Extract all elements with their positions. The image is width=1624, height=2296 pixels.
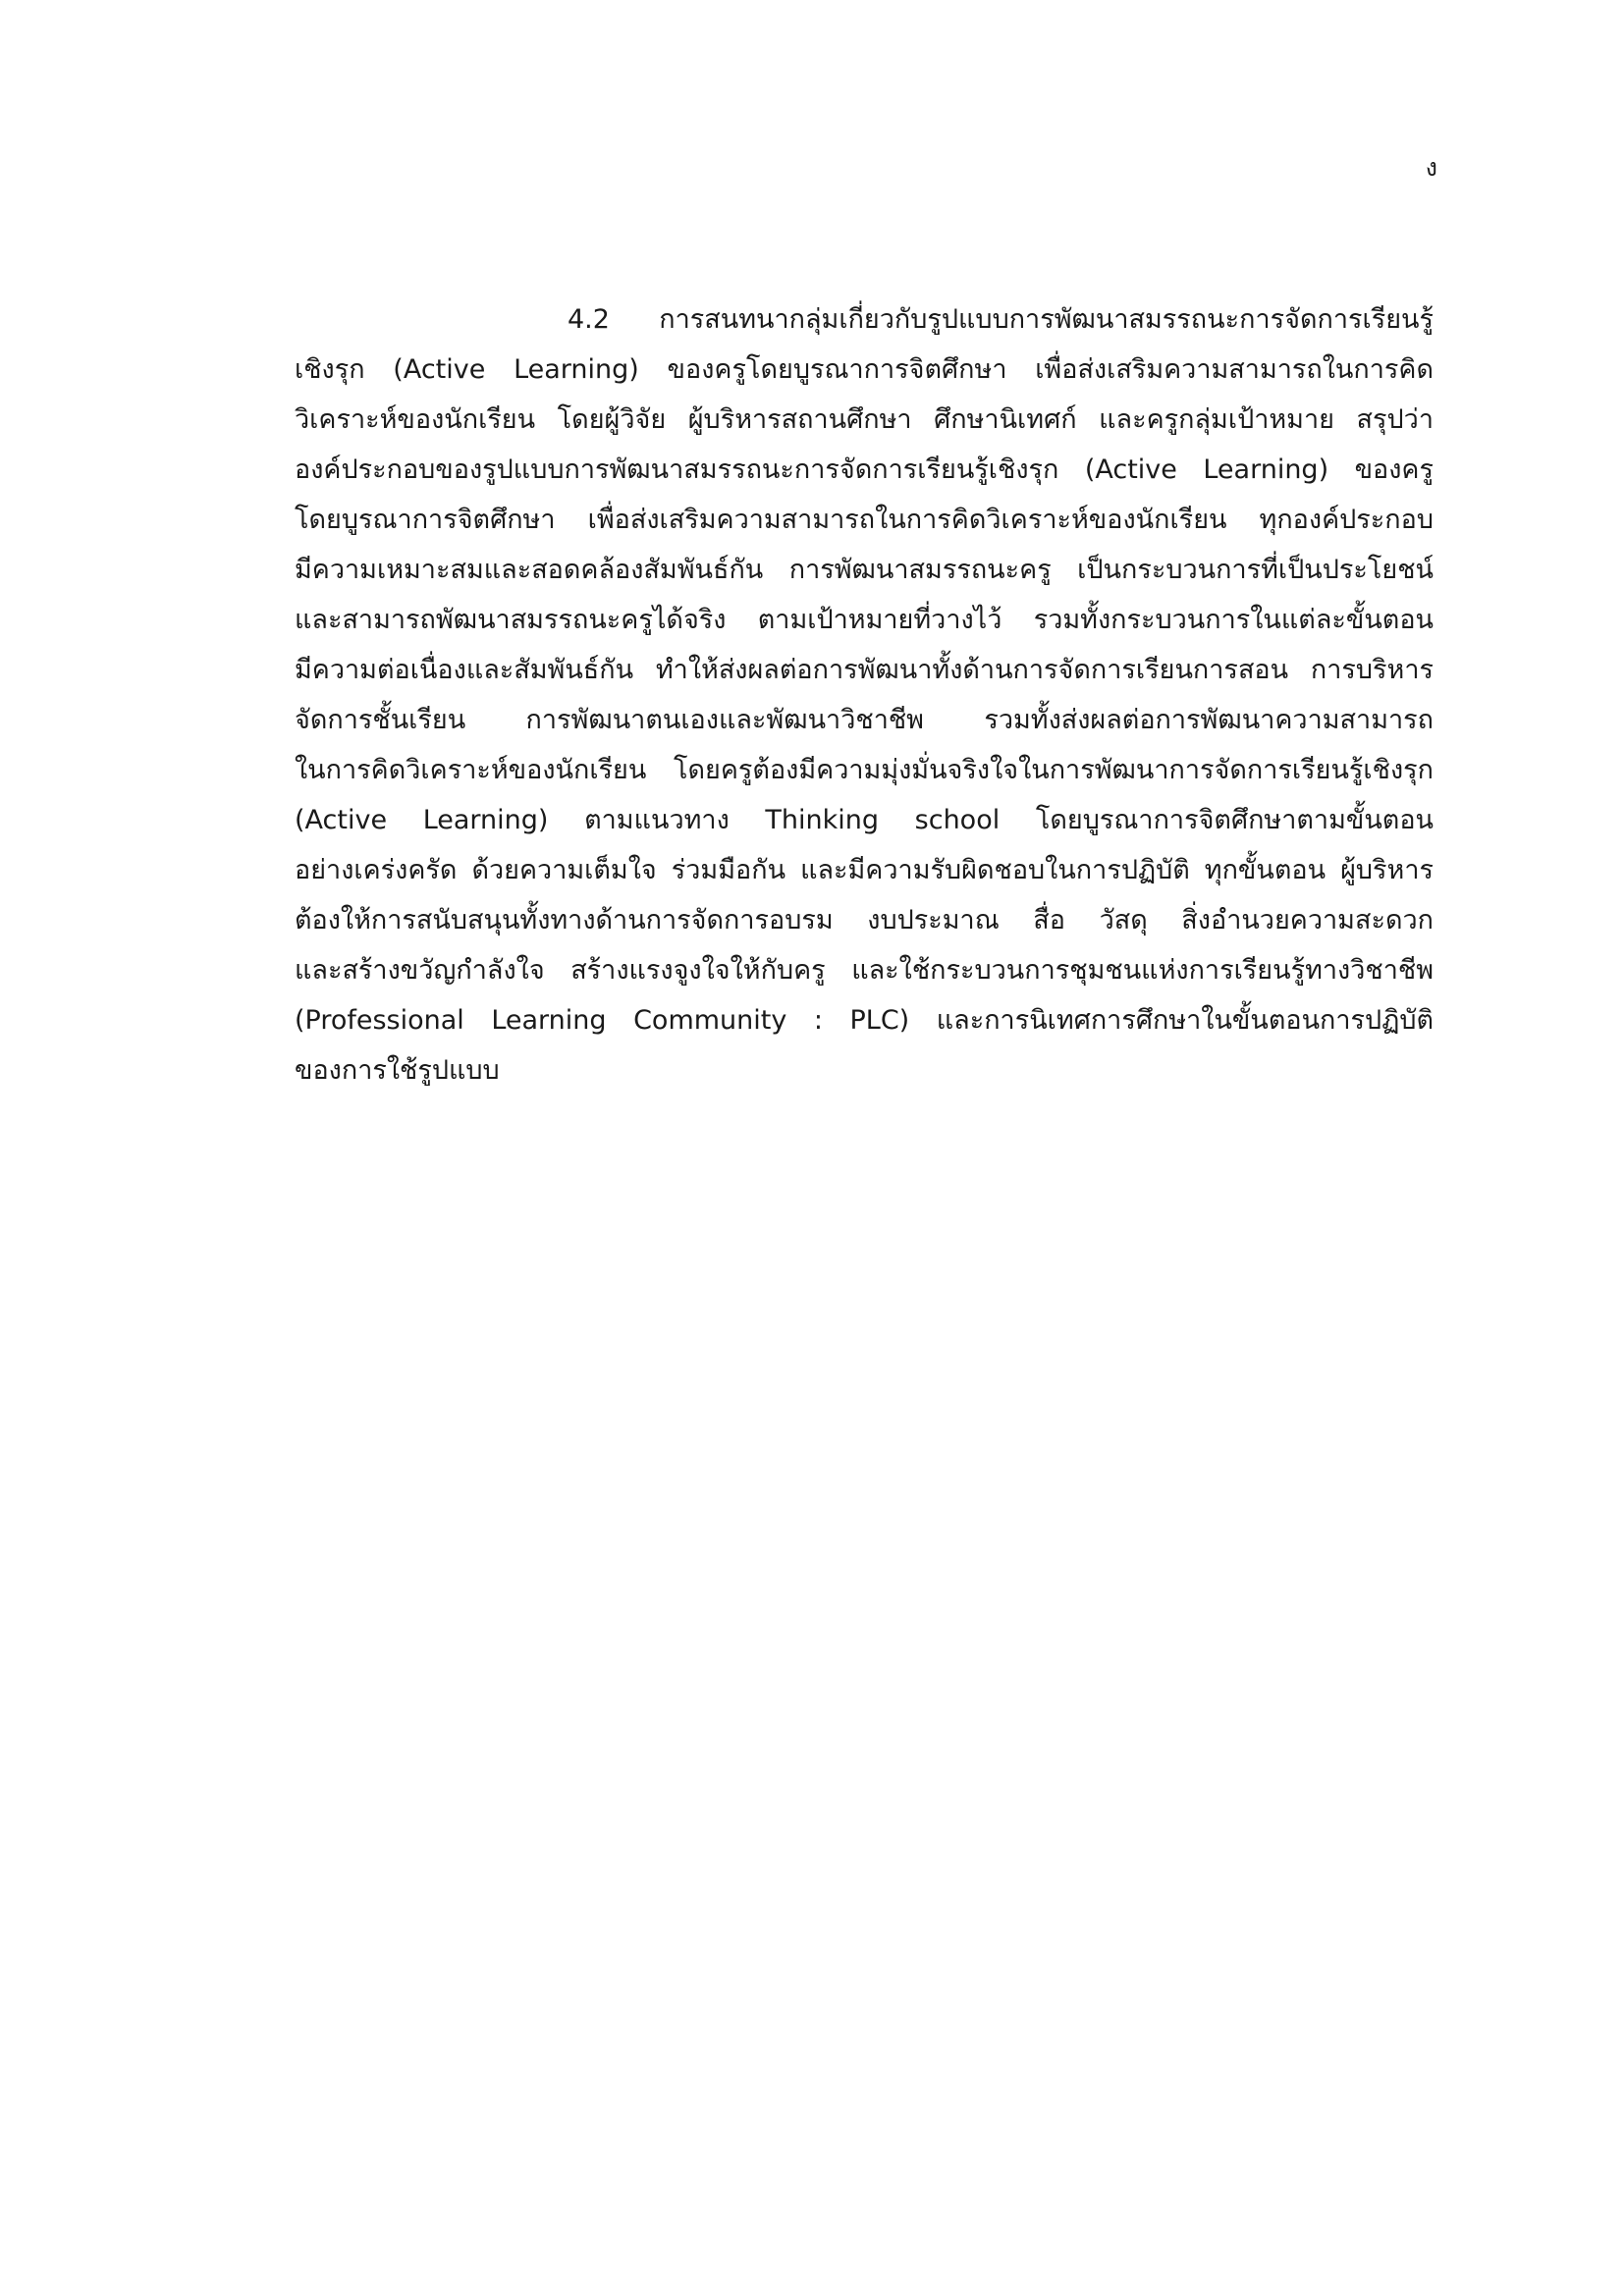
paragraph-line: เชิงรุก (Active Learning) ของครูโดยบูรณาการจิตศึกษา เพื่อส่งเสริมความสามารถในการคิด: [295, 354, 1434, 385]
paragraph-line: (Professional Learning Community : PLC) และการนิเทศการศึกษาในขั้นตอนการปฏิบัติ: [295, 1005, 1434, 1036]
paragraph-line: จัดการชั้นเรียน การพัฒนาตนเองและพัฒนาวิชาชีพ รวมทั้งส่งผลต่อการพัฒนาความสามารถ: [295, 705, 1434, 735]
paragraph-line: วิเคราะห์ของนักเรียน โดยผู้วิจัย ผู้บริหารสถานศึกษา ศึกษานิเทศก์ และครูกลุ่มเป้าหมาย สรุปว่า: [295, 404, 1434, 435]
paragraph-line: 4.2 การสนทนากลุ่มเกี่ยวกับรูปแบบการพัฒนาสมรรถนะการจัดการเรียนรู้: [568, 304, 1434, 335]
paragraph-line: และสร้างขวัญกำลังใจ สร้างแรงจูงใจให้กับครู และใช้กระบวนการชุมชนแห่งการเรียนรู้ทางวิชาชีพ: [295, 955, 1434, 986]
paragraph-line: โดยบูรณาการจิตศึกษา เพื่อส่งเสริมความสามารถในการคิดวิเคราะห์ของนักเรียน ทุกองค์ประกอบ: [295, 505, 1434, 535]
paragraph-line: มีความเหมาะสมและสอดคล้องสัมพันธ์กัน การพัฒนาสมรรถนะครู เป็นกระบวนการที่เป็นประโยชน์: [295, 555, 1434, 585]
paragraph-line: ของการใช้รูปแบบ: [295, 1055, 500, 1086]
paragraph-line: มีความต่อเนื่องและสัมพันธ์กัน ทำให้ส่งผลต่อการพัฒนาทั้งด้านการจัดการเรียนการสอน การบริหาร: [295, 655, 1434, 685]
paragraph-line: องค์ประกอบของรูปแบบการพัฒนาสมรรถนะการจัดการเรียนรู้เชิงรุก (Active Learning) ของครู: [295, 454, 1434, 485]
paragraph-line: อย่างเคร่งครัด ด้วยความเต็มใจ ร่วมมือกัน และมีความรับผิดชอบในการปฏิบัติ ทุกขั้นตอน ผู้บริหาร: [295, 855, 1434, 885]
body-paragraph: [295, 294, 1434, 1095]
page-number: ง: [1425, 153, 1437, 182]
paragraph-line: (Active Learning) ตามแนวทาง Thinking school โดยบูรณาการจิตศึกษาตามขั้นตอน: [295, 805, 1434, 835]
paragraph-line: ต้องให้การสนับสนุนทั้งทางด้านการจัดการอบรม งบประมาณ สื่อ วัสดุ สิ่งอำนวยความสะดวก: [295, 905, 1434, 935]
paragraph-line: และสามารถพัฒนาสมรรถนะครูได้จริง ตามเป้าหมายที่วางไว้ รวมทั้งกระบวนการในแต่ละขั้นตอน: [295, 605, 1434, 635]
paragraph-line: ในการคิดวิเคราะห์ของนักเรียน โดยครูต้องมีความมุ่งมั่นจริงใจในการพัฒนาการจัดการเรียนรู้เชิงรุก: [295, 755, 1434, 785]
